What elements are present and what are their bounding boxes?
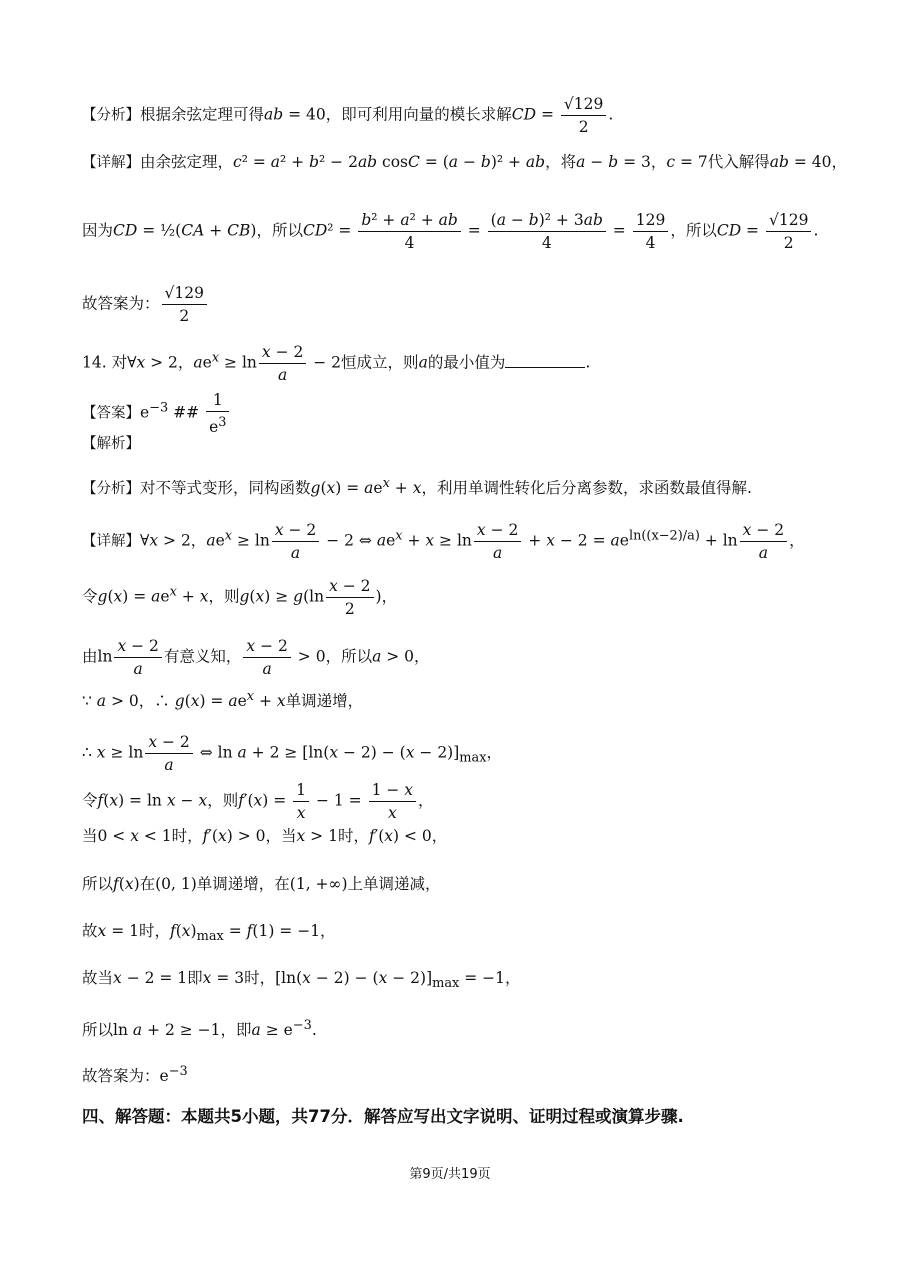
detail-line-2: 因为CD = ½(CA + CB)，所以CD² = $\frac{\text{b² + a² + ab}}{4}$ = $\frac{\text{(a − b)² + 3ab}}{4}$ = $\frac{129}{4}$ ，所以CD = $\frac{√129}{2}$ . — [82, 211, 819, 252]
question-14: 14. 对∀x > 2，$ae^x \ge \ln$ $\frac{x - 2}{a}$ − 2恒成立，则a的最小值为 . — [82, 343, 591, 384]
detail-14-6: 令f(x) = ln x − x，则f′(x) = $\frac{1}{x}$ − 1 = $\frac{1 - x}{x}$ ， — [82, 781, 434, 822]
detail-14-9: 故x = 1时，$f(x)_{max} = f(1) = -1$， — [82, 922, 336, 945]
detail-14-7: 当0 < x < 1时，f′(x) > 0，当x > 1时，f′(x) < 0， — [82, 827, 448, 845]
analysis-line-1: 【分析】根据余弦定理可得ab = 40，即可利用向量的模长求解CD = $\frac{√129}{2}$ . — [82, 95, 614, 136]
detail-14-1: 【详解】∀x > 2，$ae^x \ge \ln$ $\frac{x - 2}{a}$ − 2 ⇔ $ae^x + x \ge \ln$ $\frac{x - 2}{a}$ + $x - 2 = ae^{ln((x-2)/a)} + \ln$ $\frac{x - 2}{a}$ ， — [82, 521, 805, 562]
detail-14-3: 由ln $\frac{x - 2}{a}$ 有意义知， $\frac{x - 2}{a}$ > 0，所以a > 0， — [82, 637, 430, 678]
answer-14: 【答案】$e^{-3}$ ## $\frac{1}{e^3}$ — [82, 390, 231, 437]
detail-14-8: 所以f(x)在(0, 1)单调递增，在(1, +∞)上单调递减， — [82, 875, 441, 893]
detail-14-11: 所以ln a + 2 ≥ −1，即$a \ge e^{-3}$. — [82, 1018, 317, 1040]
detail-14-2: 令$g(x) = ae^x + x$，则g(x) ≥ g(ln $\frac{x - 2}{2}$ )， — [82, 577, 398, 618]
answer-14-final: 故答案为：$e^{-3}$ — [82, 1064, 188, 1086]
detail-14-5: ∴ x ≥ ln $\frac{x - 2}{a}$ ⇔ $\ln a + 2 \ge [\ln(x - 2) - (x - 2)]_{max}$， — [82, 733, 503, 774]
analysis-14: 【分析】对不等式变形，同构函数$g(x) = ae^x + x$，利用单调性转化后分离参数，求函数最值得解. — [82, 476, 752, 498]
answer-line-1: 故答案为： $\frac{√129}{2}$ — [82, 283, 209, 326]
detail-14-4: ∵ a > 0，∴ $g(x) = ae^x + x$单调递增， — [82, 689, 364, 711]
page-footer: 第9页/共19页 — [409, 1167, 491, 1182]
detail-line-1: 【详解】由余弦定理，c² = a² + b² − 2ab cosC = (a − b)² + ab，将a − b = 3，c = 7代入解得ab = 40， — [82, 153, 847, 171]
section-heading: 四、解答题：本题共5小题，共77分．解答应写出文字说明、证明过程或演算步骤. — [82, 1107, 684, 1126]
detail-14-10: 故当x − 2 = 1即x = 3时，$[\ln(x - 2) - (x - 2)]_{max} = -1$， — [82, 969, 521, 992]
jiexi-label: 【解析】 — [82, 436, 140, 452]
